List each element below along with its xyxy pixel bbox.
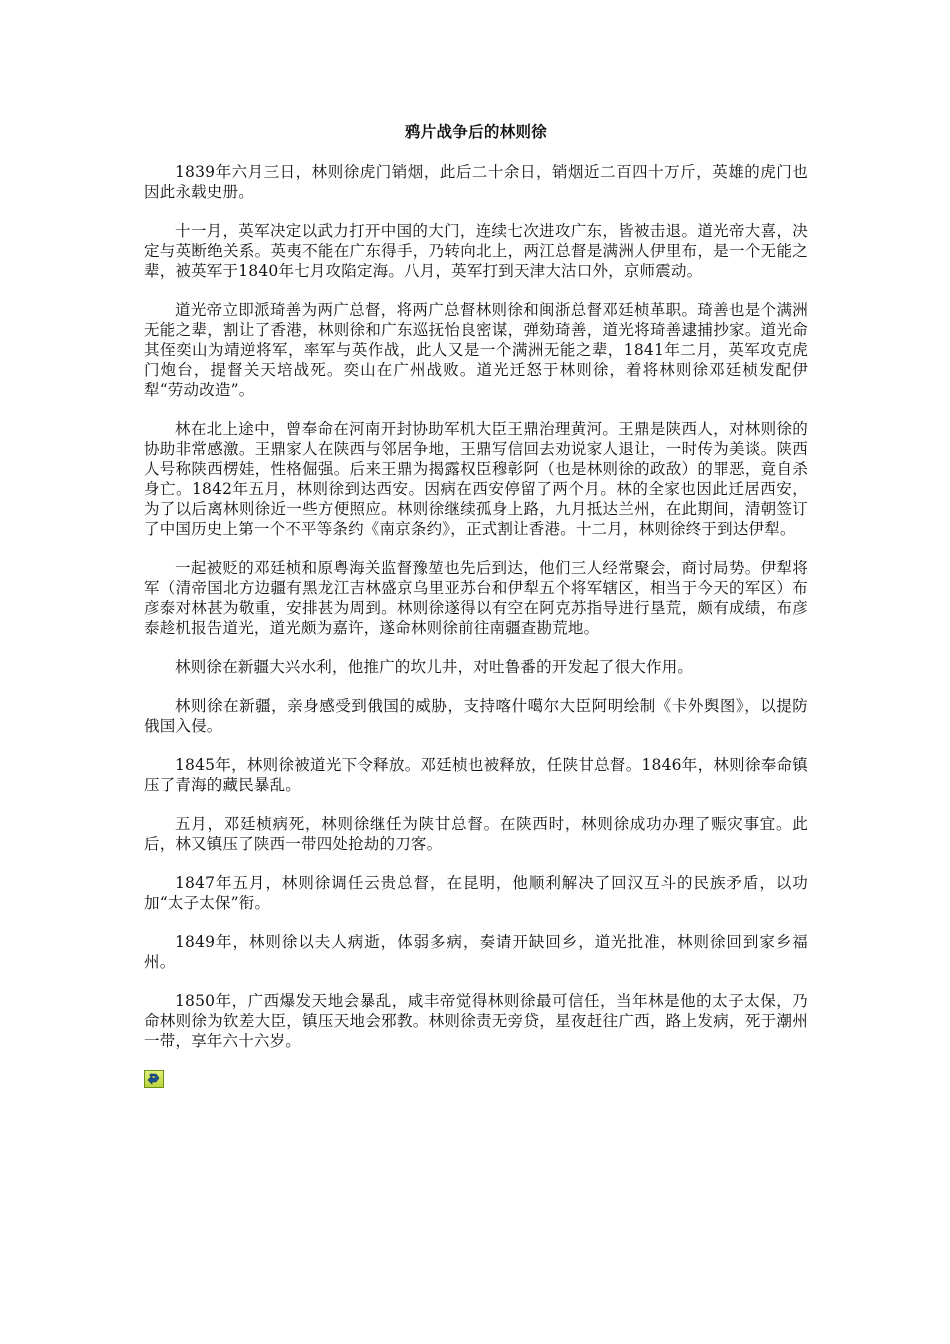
- document-title: 鸦片战争后的林则徐: [404, 122, 548, 141]
- document-page: [144, 112, 808, 1088]
- paragraph: 1850年，广西爆发天地会暴乱，咸丰帝觉得林则徐最可信任，当年林是他的太子太保，乃命林则徐为钦差大臣，镇压天地会邪教。林则徐责无旁贷，星夜赶往广西，路上发病，死于潮州一带，享年六十六岁。: [144, 992, 808, 1050]
- paragraph: 一起被贬的邓廷桢和原粤海关监督豫堃也先后到达，他们三人经常聚会，商讨局势。伊犁将军（清帝国北方边疆有黑龙江吉林盛京乌里亚苏台和伊犁五个将军辖区，相当于今天的军区）布彦泰对林甚为敬重，安排甚为周到。林则徐遂得以有空在阿克苏指导进行垦荒，颇有成绩，布彦泰趁机报告道光，道光颇为嘉许，遂命林则徐前往南疆查勘荒地。: [144, 559, 808, 637]
- back-arrow-icon[interactable]: [144, 1070, 164, 1088]
- paragraph: 林在北上途中，曾奉命在河南开封协助军机大臣王鼎治理黄河。王鼎是陕西人，对林则徐的协助非常感激。王鼎家人在陕西与邻居争地，王鼎写信回去劝说家人退让，一时传为美谈。陕西人号称陕西楞娃，性格倔强。后来王鼎为揭露权臣穆彰阿（也是林则徐的政敌）的罪恶，竟自杀身亡。1842年五月，林则徐到达西安。因病在西安停留了两个月。林的全家也因此迁居西安，为了以后离林则徐近一些方便照应。林则徐继续孤身上路，九月抵达兰州，在此期间，清朝签订了中国历史上第一个不平等条约《南京条约》，正式割让香港。十二月，林则徐终于到达伊犁。: [144, 420, 808, 538]
- paragraph: 林则徐在新疆大兴水利，他推广的坎儿井，对吐鲁番的开发起了很大作用。: [175, 658, 694, 676]
- paragraph: 林则徐在新疆，亲身感受到俄国的威胁，支持喀什噶尔大臣阿明绘制《卡外舆图》，以提防俄国入侵。: [144, 697, 808, 735]
- paragraph: 1849年，林则徐以夫人病逝，体弱多病，奏请开缺回乡，道光批准，林则徐回到家乡福州。: [144, 933, 808, 971]
- paragraph: 五月，邓廷桢病死，林则徐继任为陕甘总督。在陕西时，林则徐成功办理了赈灾事宜。此后，林又镇压了陕西一带四处抢劫的刀客。: [144, 815, 808, 853]
- paragraph: 道光帝立即派琦善为两广总督，将两广总督林则徐和闽浙总督邓廷桢革职。琦善也是个满洲无能之辈，割让了香港，林则徐和广东巡抚怡良密谋，弹劾琦善，道光将琦善逮捕抄家。道光命其侄奕山为靖逆将军，率军与英作战，此人又是一个满洲无能之辈，1841年二月，英军攻克虎门炮台，提督关天培战死。奕山在广州战败。道光迁怒于林则徐，着将林则徐邓廷桢发配伊犁“劳动改造”。: [144, 301, 808, 399]
- paragraph: 十一月，英军决定以武力打开中国的大门，连续七次进攻广东，皆被击退。道光帝大喜，决定与英断绝关系。英夷不能在广东得手，乃转向北上，两江总督是满洲人伊里布，是一个无能之辈，被英军于1840年七月攻陷定海。八月，英军打到天津大沽口外，京师震动。: [144, 222, 808, 280]
- paragraph: 1839年六月三日，林则徐虎门销烟，此后二十余日，销烟近二百四十万斤，英雄的虎门也因此永载史册。: [144, 163, 808, 201]
- arrow-glyph-icon: [147, 1073, 161, 1085]
- paragraph: 1847年五月，林则徐调任云贵总督，在昆明，他顺利解决了回汉互斗的民族矛盾，以功加“太子太保”衔。: [144, 874, 808, 912]
- paragraph: 1845年，林则徐被道光下令释放。邓廷桢也被释放，任陕甘总督。1846年，林则徐奉命镇压了青海的藏民暴乱。: [144, 756, 808, 794]
